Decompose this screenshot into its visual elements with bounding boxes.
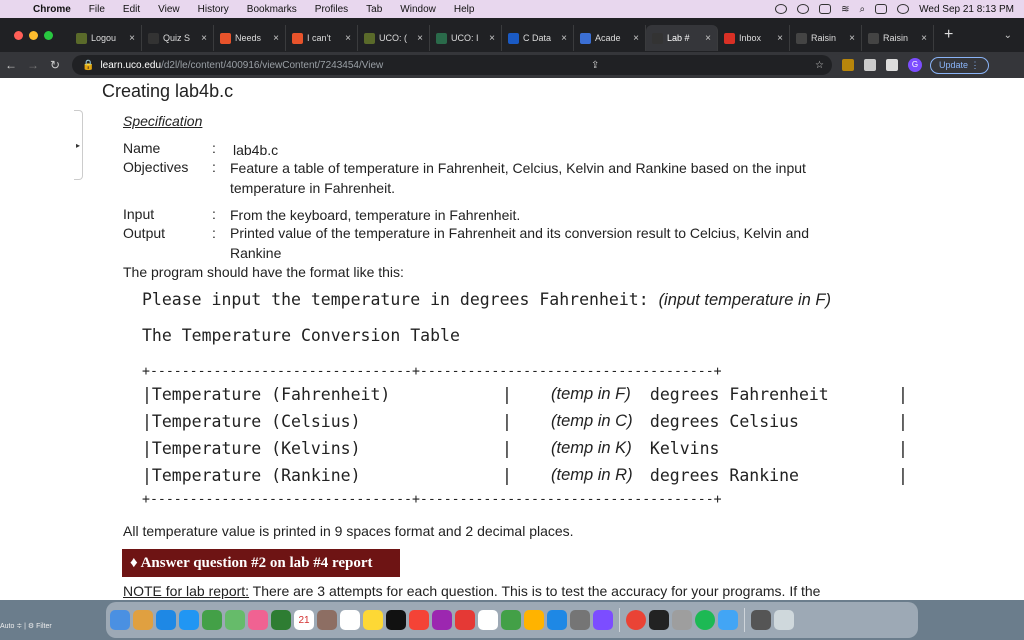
tab-close-icon[interactable]: ×: [561, 32, 567, 44]
update-label: Update: [939, 59, 969, 70]
facetime-icon[interactable]: [271, 610, 291, 630]
table-row-label: |Temperature (Celsius): [142, 412, 361, 431]
table-row-unit: degrees Fahrenheit: [640, 385, 829, 404]
input-key: Input: [123, 206, 155, 222]
share-icon[interactable]: ⇪: [590, 59, 600, 71]
system-preferences-icon[interactable]: [570, 610, 590, 630]
extension-icon[interactable]: [842, 59, 854, 71]
battery-icon[interactable]: [819, 4, 831, 14]
browser-tab[interactable]: [358, 25, 430, 51]
forward-icon[interactable]: →: [27, 58, 39, 72]
tab-favicon-icon: [508, 33, 519, 44]
tab-favicon-icon: [436, 33, 447, 44]
colon: :: [212, 225, 216, 241]
format-note: All temperature value is printed in 9 spaces format and 2 decimal places.: [123, 523, 574, 539]
close-window-button[interactable]: [14, 31, 23, 40]
menu-app-name[interactable]: Chrome: [33, 3, 71, 15]
browser-chrome: [0, 18, 1024, 78]
browser-tab[interactable]: [574, 25, 646, 51]
table-row-label: |Temperature (Fahrenheit): [142, 385, 391, 404]
app-store-icon[interactable]: [547, 610, 567, 630]
tab-favicon-icon: [652, 33, 663, 44]
chrome-icon[interactable]: [626, 610, 646, 630]
address-bar[interactable]: [72, 55, 832, 75]
browser-tab[interactable]: [862, 25, 934, 51]
tab-close-icon[interactable]: ×: [201, 32, 207, 44]
browser-tab[interactable]: [142, 25, 214, 51]
reminders-icon[interactable]: [340, 610, 360, 630]
tab-label: UCO: (: [379, 33, 407, 43]
menu-tab[interactable]: Tab: [366, 3, 383, 15]
table-row-value-placeholder: (temp in K): [551, 439, 632, 457]
calendar-icon[interactable]: 21: [294, 610, 314, 630]
browser-tab[interactable]: [214, 25, 286, 51]
menu-window[interactable]: Window: [400, 3, 436, 15]
table-row-value-placeholder: (temp in C): [551, 412, 633, 430]
tab-close-icon[interactable]: ×: [849, 32, 855, 44]
back-icon[interactable]: ←: [5, 58, 17, 72]
menu-help[interactable]: Help: [453, 3, 475, 15]
browser-tab[interactable]: [790, 25, 862, 51]
output-key: Output: [123, 225, 166, 241]
profile-avatar[interactable]: G: [908, 58, 922, 72]
tab-close-icon[interactable]: ×: [345, 32, 351, 44]
menu-file[interactable]: File: [88, 3, 105, 15]
lock-icon: 🔒: [82, 59, 95, 71]
tab-close-icon[interactable]: ×: [417, 32, 423, 44]
spotify-icon[interactable]: [695, 610, 715, 630]
tab-close-icon[interactable]: ×: [777, 32, 783, 44]
tab-close-icon[interactable]: ×: [705, 32, 711, 44]
table-row-label: |Temperature (Kelvins): [142, 439, 361, 458]
colon: :: [212, 206, 216, 222]
status-icon[interactable]: [775, 4, 787, 14]
tab-label: I can't: [307, 33, 331, 43]
messenger-icon[interactable]: [593, 610, 613, 630]
macos-menubar: [0, 0, 1024, 18]
tab-favicon-icon: [364, 33, 375, 44]
browser-tab[interactable]: [286, 25, 358, 51]
dock-separator: [619, 608, 620, 632]
xcode-icon[interactable]: [718, 610, 738, 630]
keynote-icon[interactable]: [478, 610, 498, 630]
colon: :: [212, 140, 216, 156]
table-col-separator: |: [898, 412, 908, 431]
sidepanel-icon[interactable]: [886, 59, 898, 71]
table-col-separator: |: [502, 466, 512, 485]
note-text: There are 3 attempts for each question. This is to test the accuracy for your programs. If the: [249, 583, 821, 599]
table-row-label: |Temperature (Rankine): [142, 466, 361, 485]
browser-tab[interactable]: [70, 25, 142, 51]
dock: [106, 602, 918, 638]
menu-bookmarks[interactable]: Bookmarks: [246, 3, 297, 15]
tab-label: C Data: [523, 33, 552, 43]
tab-label: Inbox: [739, 33, 762, 43]
tab-label: Raisin: [883, 33, 909, 43]
tab-favicon-icon: [148, 33, 159, 44]
page-title: Creating lab4b.c: [102, 81, 234, 101]
table-row-value-placeholder: (temp in F): [551, 385, 631, 403]
window-controls: [0, 31, 70, 40]
notes-icon[interactable]: [363, 610, 383, 630]
puzzle-icon[interactable]: [864, 59, 876, 71]
wifi-icon[interactable]: ≋: [841, 3, 850, 15]
menu-history[interactable]: History: [197, 3, 229, 15]
spec-heading: Specification: [123, 113, 203, 129]
url-path: /d2l/le/content/400916/viewContent/7243454/View: [161, 59, 384, 71]
tab-label: UCO: I: [451, 33, 479, 43]
tab-label: Acade: [595, 33, 621, 43]
tab-close-icon[interactable]: ×: [489, 32, 495, 44]
finder-icon[interactable]: [110, 610, 130, 630]
launchpad-icon[interactable]: [133, 610, 153, 630]
maps-icon[interactable]: [225, 610, 245, 630]
reload-icon[interactable]: ↻: [49, 58, 61, 72]
table-border-bottom: +---------------------------------+-------------------------------------+: [142, 492, 722, 507]
answer-banner: ♦ Answer question #2 on lab #4 report: [122, 549, 400, 577]
browser-toolbar: [0, 52, 1024, 78]
messages-icon[interactable]: [202, 610, 222, 630]
prompt-italic: (input temperature in F): [658, 291, 831, 309]
clock[interactable]: Wed Sep 21 8:13 PM: [919, 3, 1014, 15]
browser-tab[interactable]: [502, 25, 574, 51]
contacts-icon[interactable]: [317, 610, 337, 630]
menubar-status-area: [775, 4, 1024, 15]
mail-icon[interactable]: [179, 610, 199, 630]
objectives-value: Feature a table of temperature in Fahrenheit, Celcius, Kelvin and Rankine based on the input temperature in Fahrenheit.: [230, 160, 806, 196]
tab-favicon-icon: [724, 33, 735, 44]
prompt-text: Please input the temperature in degrees Fahrenheit:: [142, 290, 659, 309]
tab-label: Lab #: [667, 33, 690, 43]
podcasts-icon[interactable]: [432, 610, 452, 630]
output-value: Printed value of the temperature in Fahrenheit and its conversion result to Celcius, Kelvin and Rankine: [230, 225, 809, 261]
play-icon[interactable]: [797, 4, 809, 14]
preview-icon[interactable]: [672, 610, 692, 630]
downloads-stack-icon[interactable]: [751, 610, 771, 630]
table-col-separator: |: [502, 412, 512, 431]
table-border-top: +---------------------------------+-------------------------------------+: [142, 364, 722, 379]
tab-close-icon[interactable]: ×: [633, 32, 639, 44]
tab-favicon-icon: [868, 33, 879, 44]
pages-icon[interactable]: [524, 610, 544, 630]
new-tab-button[interactable]: +: [944, 26, 954, 43]
update-button[interactable]: Update ⋮: [930, 57, 989, 74]
search-icon[interactable]: ⌕: [859, 3, 866, 15]
tab-favicon-icon: [76, 33, 87, 44]
tab-close-icon[interactable]: ×: [129, 32, 135, 44]
table-row-unit: degrees Rankine: [640, 466, 799, 485]
minimize-window-button[interactable]: [29, 31, 38, 40]
tab-label: Logou: [91, 33, 117, 43]
tab-label: Raisin: [811, 33, 837, 43]
terminal-icon[interactable]: [649, 610, 669, 630]
music-icon[interactable]: [409, 610, 429, 630]
tab-list: [70, 19, 934, 51]
numbers-icon[interactable]: [501, 610, 521, 630]
table-title: The Temperature Conversion Table: [142, 326, 460, 345]
tab-favicon-icon: [292, 33, 303, 44]
table-row-value-placeholder: (temp in R): [551, 466, 633, 484]
table-col-separator: |: [502, 439, 512, 458]
menu-edit[interactable]: Edit: [122, 3, 141, 15]
table-row-unit: degrees Celsius: [640, 412, 799, 431]
browser-tab[interactable]: [718, 25, 790, 51]
page-content: [0, 78, 1024, 600]
url-host: learn.uco.edu: [100, 59, 162, 71]
sidebar-toggle[interactable]: [74, 110, 83, 180]
trash-icon[interactable]: [774, 610, 794, 630]
table-col-separator: |: [898, 385, 908, 404]
browser-tab[interactable]: [646, 25, 718, 51]
control-center-icon[interactable]: [875, 4, 887, 14]
colon: :: [212, 159, 216, 175]
note-label[interactable]: NOTE for lab report:: [123, 583, 250, 599]
tv-icon[interactable]: [386, 610, 406, 630]
table-col-separator: |: [898, 466, 908, 485]
safari-icon[interactable]: [156, 610, 176, 630]
chevron-right-icon: ▸: [75, 140, 80, 150]
tab-favicon-icon: [580, 33, 591, 44]
tab-favicon-icon: [796, 33, 807, 44]
lab-report-note: [123, 583, 820, 599]
name-key: Name: [123, 140, 161, 156]
bookmark-star-icon[interactable]: ☆: [815, 59, 824, 71]
dock-separator: [744, 608, 745, 632]
finder-toolbar-bits: Auto ≑ | ⚙ Filter: [0, 623, 52, 630]
tab-close-icon[interactable]: ×: [273, 32, 279, 44]
name-value: lab4b.c: [233, 142, 279, 158]
tab-search-icon[interactable]: ⌄: [1003, 29, 1012, 41]
table-col-separator: |: [898, 439, 908, 458]
objectives-key: Objectives: [123, 159, 189, 175]
tab-strip: [0, 18, 1024, 52]
news-icon[interactable]: [455, 610, 475, 630]
zoom-window-button[interactable]: [44, 31, 53, 40]
tab-label: Quiz S: [163, 33, 191, 43]
tab-favicon-icon: [220, 33, 231, 44]
table-row-unit: Kelvins: [640, 439, 720, 458]
tab-close-icon[interactable]: ×: [921, 32, 927, 44]
photos-icon[interactable]: [248, 610, 268, 630]
menu-view[interactable]: View: [158, 3, 180, 15]
input-value: From the keyboard, temperature in Fahrenheit.: [230, 207, 521, 223]
prompt-line: [142, 290, 831, 310]
menu-profiles[interactable]: Profiles: [314, 3, 349, 15]
siri-icon[interactable]: [897, 4, 909, 14]
table-col-separator: |: [502, 385, 512, 404]
format-intro: The program should have the format like this:: [123, 264, 404, 280]
tab-label: Needs: [235, 33, 262, 43]
browser-tab[interactable]: [430, 25, 502, 51]
